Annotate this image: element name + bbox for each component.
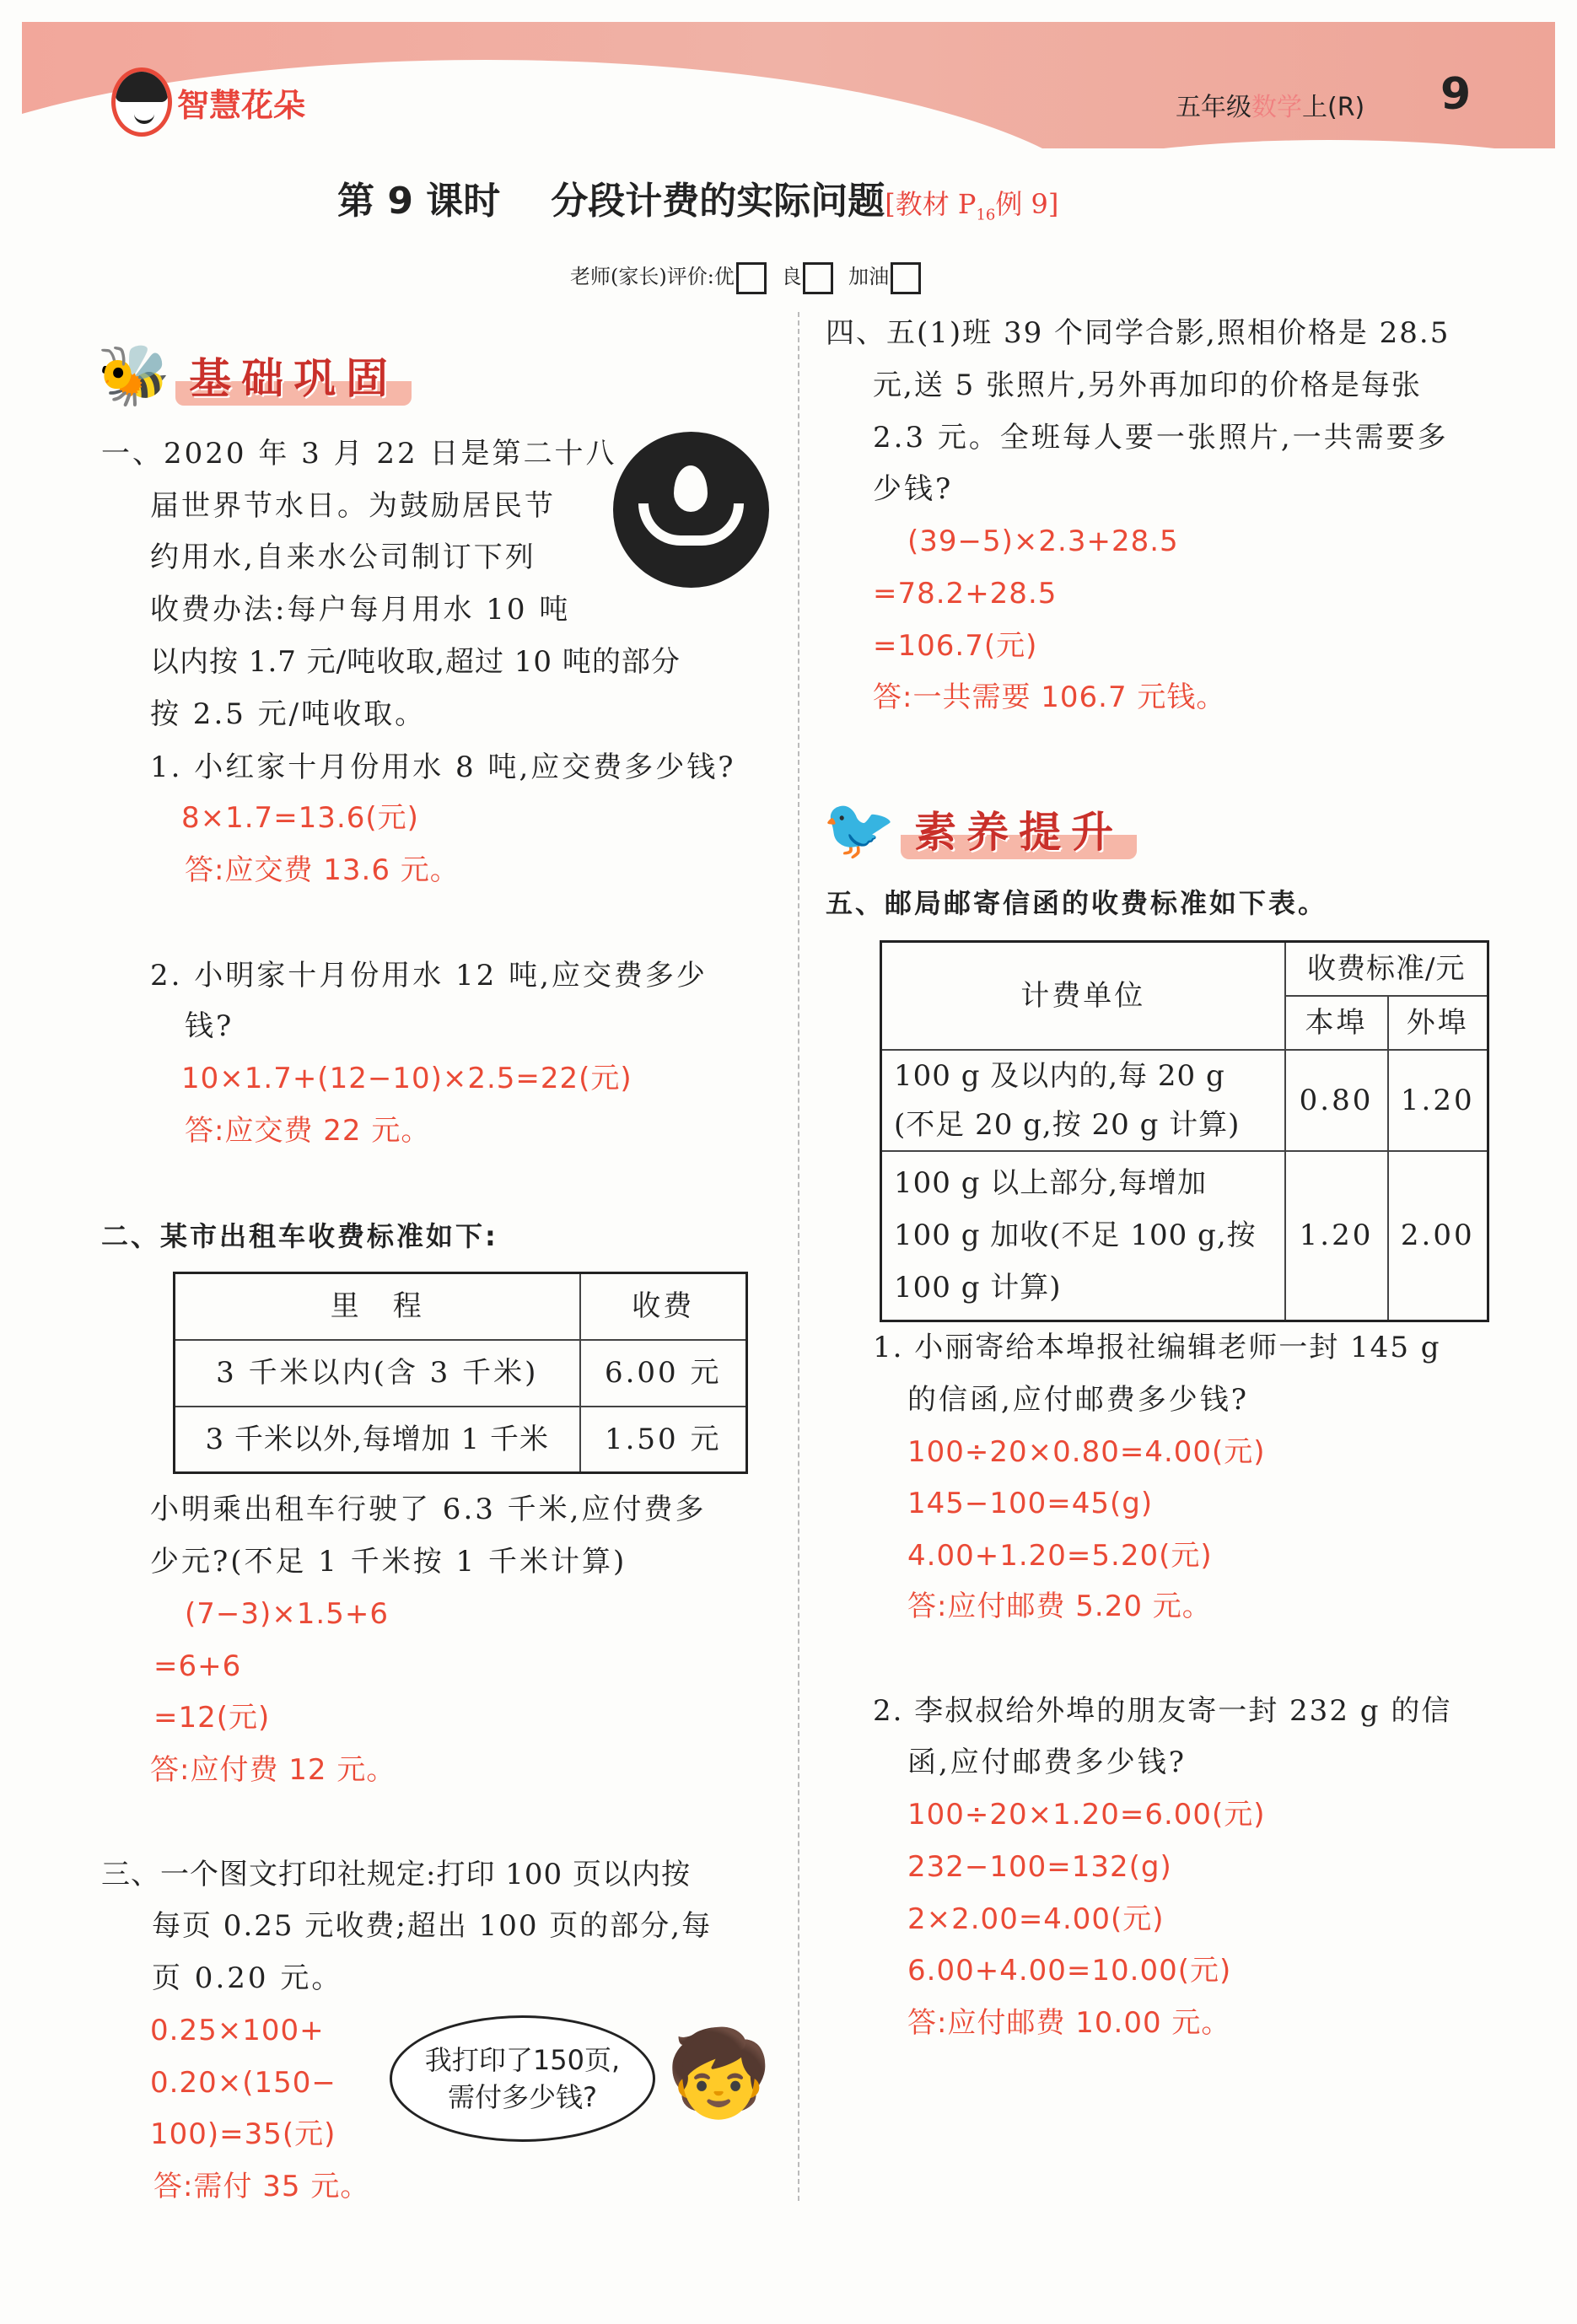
unit-text: 100 g 计算) [894,1271,1062,1305]
section-advanced-title: 素养提升 [901,799,1137,859]
table-cell [881,1050,1285,1151]
unit-text: 100 g 加收(不足 100 g,按 [894,1218,1257,1253]
q2-heading: 二、某市出租车收费标准如下: [101,1220,498,1252]
q2-answer: (7−3)×1.5+6 [185,1597,389,1631]
q4-line: 元,送 5 张照片,另外再加印的价格是每张 [873,369,1422,402]
q2-question: 少元?(不足 1 千米按 1 千米计算) [150,1545,627,1579]
q5-sub2-answer: 232−100=132(g) [907,1850,1172,1884]
q1-line: 按 2.5 元/吨收取。 [150,697,427,731]
eval-excellent-checkbox[interactable] [736,262,767,294]
ref-example: 例 9] [995,188,1059,220]
q1-line: 届世界节水日。为鼓励居民节 [150,489,556,523]
q1-sub1: 1. 小红家十月份用水 8 吨,应交费多少钱? [150,750,736,784]
postage-table [880,940,1489,1322]
q4-answer: =106.7(元) [873,629,1038,663]
logo-face-icon [111,67,172,137]
eval-label: 老师(家长)评价:优 [570,265,735,288]
table-cell: 6.00 元 [580,1340,747,1407]
q3-line: 每页 0.25 元收费;超出 100 页的部分,每 [152,1909,713,1943]
eval-cheer-label: 加油 [848,265,890,288]
table-cell: 2.00 [1388,1151,1488,1321]
table-header: 外埠 [1388,996,1488,1050]
q1-sub1-answer: 8×1.7=13.6(元) [181,801,419,835]
q5-sub1-answer: 答:应付邮费 5.20 元。 [907,1590,1212,1623]
table-header: 收费 [580,1273,747,1340]
volume-label: 上(R) [1302,93,1365,122]
subject-label: 数学 [1251,93,1302,122]
q5-heading: 五、邮局邮寄信函的收费标准如下表。 [826,887,1328,919]
q5-sub2: 2. 李叔叔给外埠的朋友寄一封 232 g 的信 [873,1694,1452,1728]
q3-answer: 100)=35(元) [150,2117,336,2151]
page-number: 9 [1440,69,1472,120]
boy-illustration-icon: 🧒 [666,2024,772,2122]
taxi-fare-table [173,1272,748,1474]
section-advanced [822,793,1137,863]
q5-sub2: 函,应付邮费多少钱? [907,1746,1187,1779]
unit-text: 100 g 及以内的,每 20 g [894,1059,1225,1093]
q5-sub1: 1. 小丽寄给本埠报社编辑老师一封 145 g [873,1331,1441,1364]
water-drop-logo-icon [613,432,769,588]
evaluation-row [570,260,929,294]
q4-answer: 答:一共需要 106.7 元钱。 [873,681,1226,714]
table-cell: 1.50 元 [580,1407,747,1473]
unit-text: (不足 20 g,按 20 g 计算) [894,1108,1241,1142]
q5-sub1-answer: 4.00+1.20=5.20(元) [907,1539,1213,1573]
unit-text: 100 g 以上部分,每增加 [894,1166,1208,1201]
table-header: 本埠 [1285,996,1388,1050]
grade-label: 五年级 [1176,93,1251,122]
q1-line: 一、2020 年 3 月 22 日是第二十八 [101,437,617,471]
section-basic [97,340,412,410]
q2-answer: =12(元) [153,1701,271,1735]
q5-sub2-answer: 2×2.00=4.00(元) [907,1902,1165,1936]
q1-sub2: 2. 小明家十月份用水 12 吨,应交费多少 [150,959,708,993]
q4-line: 少钱? [873,472,954,506]
eval-good-label: 良 [781,265,802,288]
q4-answer: =78.2+28.5 [873,577,1058,611]
brand-name: 智慧花朵 [177,86,306,124]
q5-sub2-answer: 100÷20×1.20=6.00(元) [907,1798,1266,1832]
table-cell [881,1151,1285,1321]
q2-question: 小明乘出租车行驶了 6.3 千米,应付费多 [150,1493,707,1526]
table-header: 里 程 [175,1273,580,1340]
q1-sub2-answer: 答:应交费 22 元。 [185,1114,431,1148]
ref-text: [教材 P [885,188,977,220]
q3-answer: 0.25×100+ [150,2014,325,2047]
q2-answer: 答:应付费 12 元。 [150,1753,396,1787]
bee-icon: 🐝 [97,340,171,410]
q1-sub2: 钱? [185,1009,234,1043]
q1-line: 以内按 1.7 元/吨收取,超过 10 吨的部分 [150,645,681,679]
bubble-text: 需付多少钱? [448,2081,597,2113]
speech-bubble [390,2015,655,2142]
q1-line: 收费办法:每户每月用水 10 吨 [150,593,571,627]
column-divider [798,312,799,2201]
q1-sub2-answer: 10×1.7+(12−10)×2.5=22(元) [181,1062,632,1095]
ref-page: 16 [976,206,996,224]
bubble-text: 我打印了150页, [424,2044,621,2076]
q3-answer: 0.20×(150− [150,2066,336,2100]
q4-line: 四、五(1)班 39 个同学合影,照相价格是 28.5 [826,316,1451,350]
q1-sub1-answer: 答:应交费 13.6 元。 [185,853,460,887]
table-cell: 3 千米以外,每增加 1 千米 [175,1407,580,1473]
q5-sub2-answer: 答:应付邮费 10.00 元。 [907,2006,1231,2040]
q3-line: 三、一个图文打印社规定:打印 100 页以内按 [101,1858,691,1891]
textbook-reference [885,188,1059,224]
eval-good-checkbox[interactable] [803,262,833,294]
lesson-topic: 分段计费的实际问题 [551,180,885,223]
q4-answer: (39−5)×2.3+28.5 [907,525,1179,558]
table-header: 计费单位 [881,942,1285,1051]
q1-line: 约用水,自来水公司制订下列 [150,541,536,574]
q3-line: 页 0.20 元。 [152,1961,343,1995]
q5-sub1: 的信函,应付邮费多少钱? [907,1383,1250,1417]
q5-sub1-answer: 145−100=45(g) [907,1487,1154,1520]
section-basic-title: 基础巩固 [175,345,412,406]
q5-sub1-answer: 100÷20×0.80=4.00(元) [907,1435,1266,1469]
table-cell: 0.80 [1285,1050,1388,1151]
bird-icon: 🐦 [822,793,896,863]
page-title [337,170,1058,224]
table-cell: 1.20 [1388,1050,1488,1151]
eval-cheer-checkbox[interactable] [891,262,921,294]
book-info [1176,86,1364,123]
lesson-number: 第 9 课时 [337,180,501,223]
table-cell: 3 千米以内(含 3 千米) [175,1340,580,1407]
q3-answer: 答:需付 35 元。 [153,2170,370,2203]
table-header: 收费标准/元 [1285,942,1488,997]
brand-logo [111,67,305,137]
q4-line: 2.3 元。全班每人要一张照片,一共需要多 [873,421,1449,455]
q5-sub2-answer: 6.00+4.00=10.00(元) [907,1954,1232,1988]
q2-answer: =6+6 [153,1649,242,1683]
table-cell: 1.20 [1285,1151,1388,1321]
